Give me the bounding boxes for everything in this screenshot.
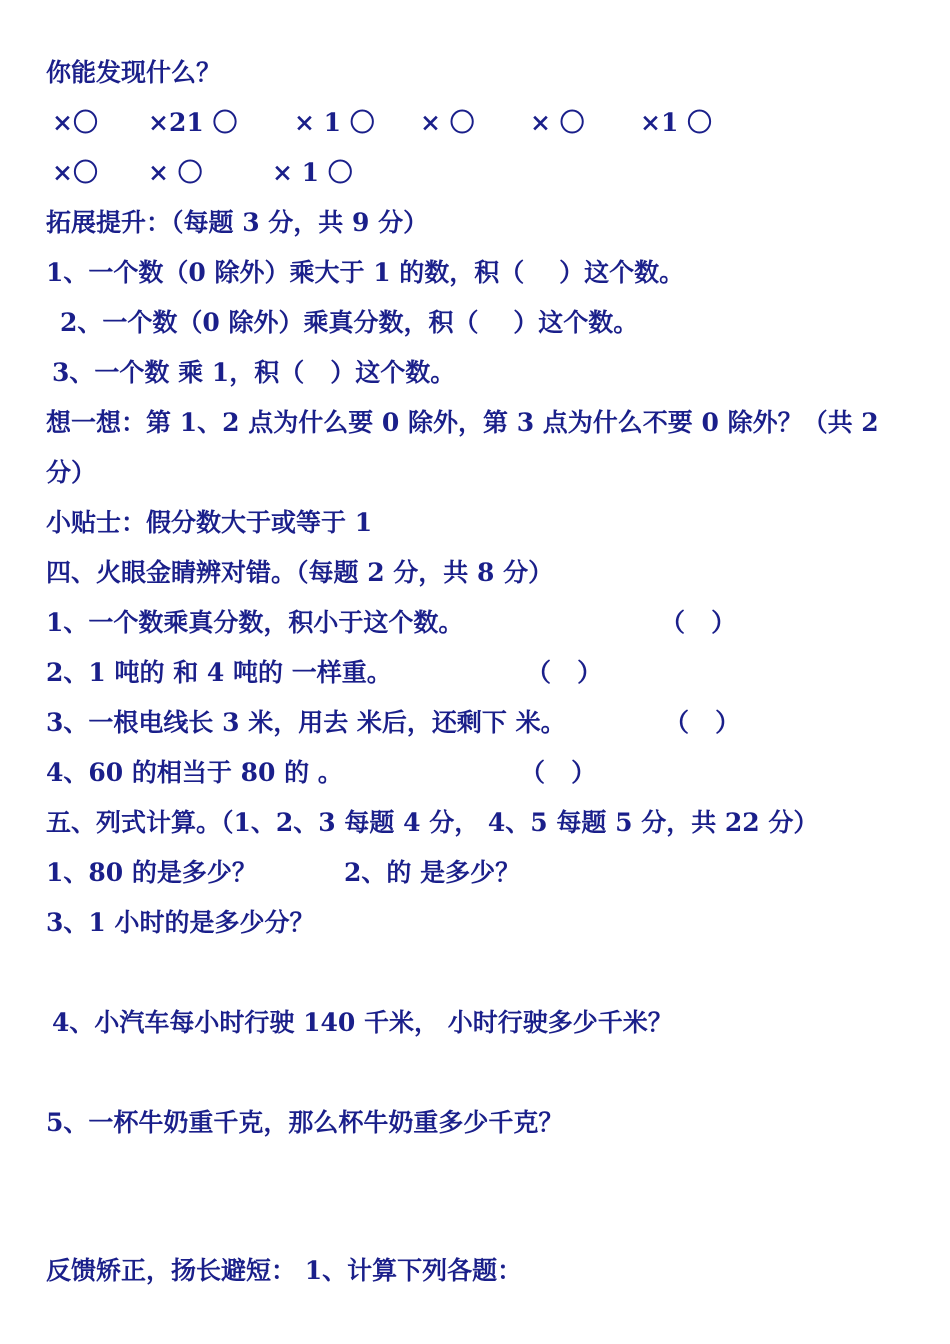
comparison-item: ×〇 [52, 108, 98, 137]
section-heading-true-false: 四、火眼金睛辨对错。（每题 2 分，共 8 分） [46, 558, 554, 587]
answer-bracket: （ ） [520, 758, 597, 787]
section-heading-calculation: 五、列式计算。（1、2、3 每题 4 分， 4、5 每题 5 分，共 22 分） [46, 808, 819, 837]
comparison-item: × 1 〇 [294, 108, 375, 137]
extension-item-2: 2、一个数（0 除外）乘真分数，积（ ）这个数。 [60, 308, 639, 337]
comparison-item: ×〇 [52, 158, 98, 187]
comparison-row-2 [0, 156, 950, 190]
comparison-item: ×21 〇 [148, 108, 238, 137]
true-false-item-1 [0, 606, 950, 640]
calculation-item-4: 4、小汽车每小时行驶 140 千米， 小时行驶多少千米？ [52, 1008, 673, 1037]
statement-text: 3、一根电线长 3 米，用去 米后，还剩下 米。 [46, 708, 566, 737]
calculation-item-5: 5、一杯牛奶重千克，那么杯牛奶重多少千克？ [46, 1108, 564, 1137]
think-question: 想一想：第 1、2 点为什么要 0 除外，第 3 点为什么不要 0 除外？（共 2 [46, 408, 879, 437]
comparison-item: × 〇 [148, 158, 203, 187]
answer-bracket: （ ） [664, 708, 741, 737]
comparison-item: × 〇 [530, 108, 585, 137]
statement-text: 4、60 的相当于 80 的 。 [46, 758, 343, 787]
think-question-cont: 分） [46, 458, 97, 487]
section-heading-feedback: 反馈矫正，扬长避短： 1、计算下列各题： [46, 1256, 523, 1285]
extension-item-1: 1、一个数（0 除外）乘大于 1 的数，积（ ）这个数。 [46, 258, 685, 287]
true-false-item-4 [0, 756, 950, 790]
question-prompt: 你能发现什么？ [46, 58, 222, 87]
comparison-row-1 [0, 106, 950, 140]
comparison-item: × 1 〇 [272, 158, 353, 187]
tip-text: 小贴士：假分数大于或等于 1 [46, 508, 373, 537]
true-false-item-2 [0, 656, 950, 690]
answer-bracket: （ ） [660, 608, 737, 637]
calculation-row-1 [0, 856, 950, 890]
calculation-item-3: 3、1 小时的是多少分？ [46, 908, 315, 937]
answer-bracket: （ ） [526, 658, 603, 687]
section-heading-extension: 拓展提升：（每题 3 分，共 9 分） [46, 208, 429, 237]
calculation-item-1: 1、80 的是多少？ [46, 858, 257, 887]
comparison-item: ×1 〇 [640, 108, 713, 137]
statement-text: 1、一个数乘真分数，积小于这个数。 [46, 608, 464, 637]
comparison-item: × 〇 [420, 108, 475, 137]
statement-text: 2、1 吨的 和 4 吨的 一样重。 [46, 658, 392, 687]
true-false-item-3 [0, 706, 950, 740]
calculation-item-2: 2、的 是多少？ [344, 858, 521, 887]
extension-item-3: 3、一个数 乘 1，积（ ）这个数。 [52, 358, 456, 387]
